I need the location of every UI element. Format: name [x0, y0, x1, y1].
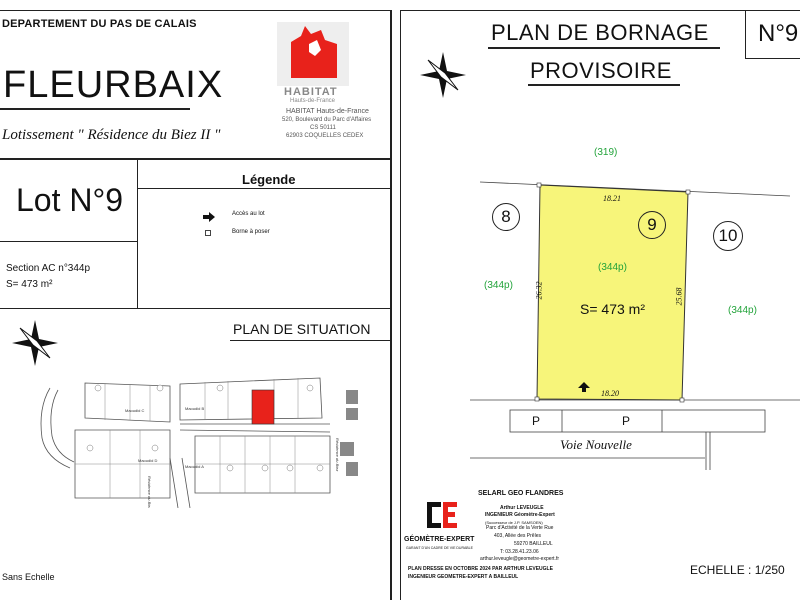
surveyor-logo-sub: GARANT D'UN CADRE DE VIE DURABLE [406, 546, 473, 550]
frame-lot-split [0, 241, 138, 242]
dim-top: 18.21 [603, 194, 621, 203]
lot-current-marker [638, 211, 666, 239]
frame-right-left [400, 10, 401, 600]
surveyor-firm: SELARL GEO FLANDRES [478, 490, 564, 497]
situation-scale-note: Sans Echelle [2, 572, 55, 582]
lot-current-number: 9 [647, 215, 657, 234]
logo-address-3: 62903 COQUELLES CEDEX [286, 133, 364, 139]
bornage-title-underline-2 [528, 84, 680, 86]
frame-right-top [400, 10, 800, 11]
svg-text:Maoudid C: Maoudid C [125, 408, 145, 413]
subdivision-label: Lotissement " Résidence du Biez II " [2, 127, 221, 143]
logo-address-1: 520, Boulevard du Parc d'Affaires [282, 117, 372, 123]
plan-note-1: PLAN DRESSE EN OCTOBRE 2024 PAR ARTHUR LEVEUGLE [408, 566, 553, 572]
plan-note-2: INGENIEUR GEOMETRE-EXPERT A BAILLEUL [408, 574, 519, 580]
lot-right-marker [713, 221, 743, 251]
frame-vertical-lot [137, 158, 138, 308]
bornage-compass-icon [418, 50, 468, 105]
dim-bottom: 18.20 [601, 389, 619, 398]
legend-arrow-icon [203, 209, 215, 227]
surveyor-successor: (Successeur de J.P. SAMSOEN) [485, 520, 543, 525]
dim-left: 26.32 [534, 281, 544, 300]
parcel-left: (344p) [484, 280, 513, 291]
habitat-logo [277, 22, 349, 86]
svg-text:Maoudid A: Maoudid A [185, 464, 204, 469]
surveyor-address-3: 59270 BAILLEUL [514, 541, 553, 547]
logo-brand: HABITAT [284, 86, 338, 98]
lot-left-number: 8 [501, 207, 511, 226]
town-underline [0, 108, 190, 110]
road-label: Voie Nouvelle [560, 437, 632, 452]
parking-label-2: P [622, 414, 631, 428]
bornage-title-underline-1 [488, 47, 720, 49]
bornage-title-2: PROVISOIRE [530, 58, 672, 83]
department-label: DEPARTEMENT DU PAS DE CALAIS [2, 18, 197, 30]
logo-address-2: CS 50111 [310, 125, 336, 131]
situation-map [30, 368, 370, 513]
plan-scale: ECHELLE : 1/250 [690, 563, 785, 577]
legend-item-marker: Borne à poser [232, 229, 270, 235]
surveyor-logo-text: GÉOMÈTRE-EXPERT [404, 536, 475, 543]
frame-divider-1 [0, 158, 392, 160]
town-title: FLEURBAIX [3, 64, 224, 106]
svg-text:Maoudid D: Maoudid D [138, 458, 158, 463]
dim-right: 25.68 [674, 287, 684, 306]
lot-surface: S= 473 m² [6, 279, 53, 290]
situation-title: PLAN DE SITUATION [233, 321, 371, 337]
lot-section: Section AC n°344p [6, 263, 91, 274]
logo-company: HABITAT Hauts-de-France [286, 108, 369, 115]
svg-text:Résidence du Biez: Résidence du Biez [335, 438, 340, 472]
surveyor-title: INGENIEUR Géomètre-Expert [485, 512, 555, 518]
parcel-right: (344p) [728, 305, 757, 316]
legend-item-access: Accès au lot [232, 211, 265, 217]
surveyor-address-1: Parc d'Activité de la Verte Rue [486, 525, 554, 531]
surveyor-logo-icon [425, 500, 459, 535]
surveyor-phone: T: 03.28.41.23.06 [500, 549, 539, 555]
situation-compass-icon [10, 318, 60, 373]
situation-title-underline [230, 340, 390, 341]
frame-legend-underline [137, 188, 392, 189]
svg-text:Résidence du Biez: Résidence du Biez [147, 476, 152, 508]
surveyor-email[interactable]: arthur.leveugle@geometre-expert.fr [480, 556, 560, 562]
lot-number: N°9 [758, 20, 799, 47]
frame-divider-2 [0, 308, 392, 309]
logo-brand-sub: Hauts-de-France [290, 98, 336, 104]
svg-text:Maoudid B: Maoudid B [185, 406, 205, 411]
parking-label-1: P [532, 414, 541, 428]
lot-right-number: 10 [718, 226, 738, 245]
frame-left-border [390, 10, 392, 600]
legend-boundary-marker-icon [205, 230, 211, 236]
lot-left-marker [492, 203, 520, 231]
surveyor-address-2: 403, Allée des Prêles [494, 533, 541, 539]
parcel-inside: (344p) [598, 262, 627, 273]
lot-title: Lot N°9 [16, 182, 124, 218]
plot-surface: S= 473 m² [580, 301, 645, 317]
bornage-title-1: PLAN DE BORNAGE [491, 20, 709, 45]
surveyor-name: Arthur LEVEUGLE [500, 505, 544, 511]
parcel-top: (319) [594, 147, 618, 158]
legend-title: Légende [242, 172, 296, 187]
frame-top-line [0, 10, 392, 11]
